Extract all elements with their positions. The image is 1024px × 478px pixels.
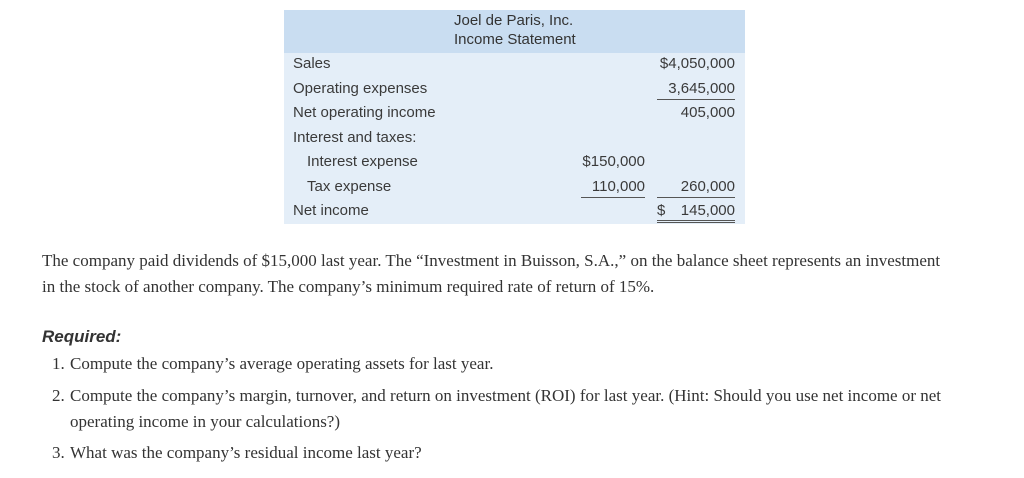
- value-interest-expense: $150,000: [582, 153, 645, 170]
- required-heading: Required:: [42, 327, 122, 346]
- statement-title: Income Statement: [454, 31, 576, 48]
- value-net-income-cell: [657, 202, 735, 223]
- required-item-1-number: 1.: [52, 354, 65, 373]
- required-item-2-number: 2.: [52, 386, 65, 405]
- company-name: Joel de Paris, Inc.: [454, 12, 574, 29]
- value-tax-expense: 110,000: [581, 178, 645, 198]
- required-item-2-text-cont: operating income in your calculations?): [70, 412, 341, 431]
- paragraph-line-1: The company paid dividends of $15,000 last year. The “Investment in Buisson, S.A.,” on the balance sheet represents an investment: [42, 251, 941, 270]
- required-item-2-text: Compute the company’s margin, turnover, and return on investment (ROI) for last year. (Hint: Should you use net income or net: [70, 386, 942, 405]
- row-label-interest-expense: Interest expense: [307, 153, 418, 170]
- row-label-tax-expense: Tax expense: [307, 178, 392, 195]
- value-sales: $4,050,000: [659, 55, 735, 72]
- row-label-operating-expenses: Operating expenses: [293, 80, 428, 97]
- value-net-operating-income: 405,000: [680, 104, 735, 121]
- income-statement-table: [284, 10, 745, 224]
- currency-symbol: $: [657, 202, 666, 219]
- value-interest-and-taxes-total: 260,000: [657, 178, 735, 198]
- row-label-net-income: Net income: [293, 202, 369, 219]
- row-label-sales: Sales: [293, 55, 331, 72]
- row-label-net-operating-income: Net operating income: [293, 104, 436, 121]
- row-label-interest-and-taxes: Interest and taxes:: [293, 129, 417, 146]
- value-operating-expenses: 3,645,000: [657, 80, 735, 100]
- required-item-3-text: What was the company’s residual income last year?: [70, 443, 422, 462]
- required-item-3-number: 3.: [52, 443, 65, 462]
- required-item-1-text: Compute the company’s average operating assets for last year.: [70, 354, 494, 373]
- statement-header: [284, 10, 745, 53]
- value-net-income: 145,000: [680, 202, 735, 219]
- paragraph-line-2: in the stock of another company. The company’s minimum required rate of return of 15%.: [42, 277, 655, 296]
